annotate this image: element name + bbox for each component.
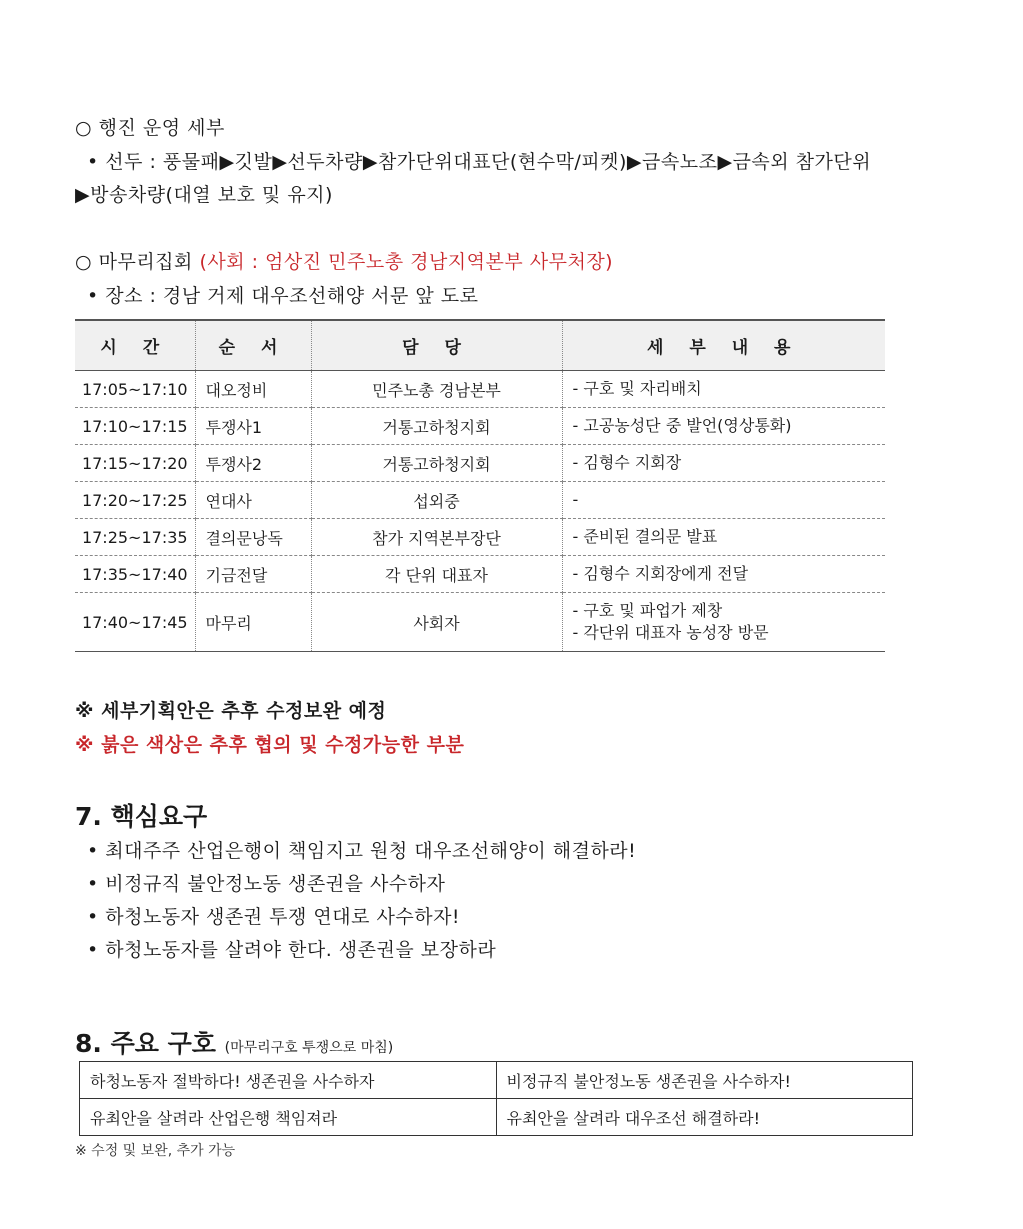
cell-charge: 거통고하청지회	[311, 408, 562, 445]
closing-heading-row	[75, 249, 613, 275]
cell-order: 투쟁사1	[195, 408, 311, 445]
cell-order: 연대사	[195, 482, 311, 519]
cell-time: 17:20~17:25	[75, 482, 195, 519]
closing-moderator: (사회 : 엄상진 민주노총 경남지역본부 사무처장)	[199, 251, 614, 273]
demand-item: • 하청노동자 생존권 투쟁 연대로 사수하자!	[87, 906, 461, 928]
cell-time: 17:05~17:10	[75, 371, 195, 408]
table-row	[75, 556, 885, 593]
table-row	[75, 593, 885, 652]
march-detail-line1: • 선두 : 풍물패▶깃발▶선두차량▶참가단위대표단(현수막/피켓)▶금속노조▶금속외 참가단위	[87, 151, 872, 173]
slogans-table	[79, 1061, 913, 1136]
table-row	[75, 445, 885, 482]
march-heading: ○ 행진 운영 세부	[75, 117, 225, 139]
cell-charge: 사회자	[311, 593, 562, 652]
slogan-cell: 비정규직 불안정노동 생존권을 사수하자!	[496, 1062, 913, 1099]
cell-time: 17:15~17:20	[75, 445, 195, 482]
section-title-slogans-row	[75, 1024, 393, 1060]
detail-line: - 고공농성단 중 발언(영상통화)	[572, 416, 792, 435]
cell-order: 결의문낭독	[195, 519, 311, 556]
slogans-footnote: ※ 수정 및 보완, 추가 가능	[75, 1143, 236, 1159]
table-row	[80, 1099, 913, 1136]
march-detail-line2: ▶방송차량(대열 보호 및 유지)	[75, 184, 333, 206]
table-row	[75, 519, 885, 556]
header-charge: 담 당	[311, 320, 562, 371]
cell-time: 17:35~17:40	[75, 556, 195, 593]
cell-order: 마무리	[195, 593, 311, 652]
detail-line: - 김형수 지회장	[572, 453, 682, 472]
detail-line: - 각단위 대표자 농성장 방문	[572, 623, 769, 642]
cell-charge: 섭외중	[311, 482, 562, 519]
cell-detail	[562, 556, 885, 593]
demand-item: • 비정규직 불안정노동 생존권을 사수하자	[87, 873, 446, 895]
cell-time: 17:10~17:15	[75, 408, 195, 445]
table-row	[75, 482, 885, 519]
slogan-cell: 하청노동자 절박하다! 생존권을 사수하자	[80, 1062, 497, 1099]
section-title-demands: 7. 핵심요구	[75, 802, 208, 831]
cell-detail	[562, 519, 885, 556]
section-title-slogans: 8. 주요 구호	[75, 1029, 216, 1058]
detail-line: - 김형수 지회장에게 전달	[572, 564, 749, 583]
cell-detail	[562, 445, 885, 482]
detail-line: - 준비된 결의문 발표	[572, 527, 718, 546]
closing-place: • 장소 : 경남 거제 대우조선해양 서문 앞 도로	[87, 285, 479, 307]
cell-charge: 민주노총 경남본부	[311, 371, 562, 408]
cell-charge: 거통고하청지회	[311, 445, 562, 482]
slogans-subtitle: (마무리구호 투쟁으로 마침)	[224, 1040, 394, 1056]
table-row	[80, 1062, 913, 1099]
demand-item: • 하청노동자를 살려야 한다. 생존권을 보장하라	[87, 939, 497, 961]
cell-order: 대오정비	[195, 371, 311, 408]
table-row	[75, 371, 885, 408]
note-red-editable: ※ 붉은 색상은 추후 협의 및 수정가능한 부분	[75, 734, 465, 756]
cell-detail	[562, 371, 885, 408]
header-time: 시 간	[75, 320, 195, 371]
cell-charge: 참가 지역본부장단	[311, 519, 562, 556]
slogan-cell: 유최안을 살려라 산업은행 책임져라	[80, 1099, 497, 1136]
detail-line: -	[572, 490, 579, 509]
schedule-table	[75, 319, 885, 652]
table-row	[75, 408, 885, 445]
schedule-header-row	[75, 320, 885, 371]
cell-detail	[562, 593, 885, 652]
header-order: 순 서	[195, 320, 311, 371]
header-detail: 세 부 내 용	[562, 320, 885, 371]
detail-line: - 구호 및 파업가 제창	[572, 601, 723, 620]
cell-order: 투쟁사2	[195, 445, 311, 482]
detail-line: - 구호 및 자리배치	[572, 379, 702, 398]
cell-charge: 각 단위 대표자	[311, 556, 562, 593]
cell-detail	[562, 408, 885, 445]
slogan-cell: 유최안을 살려라 대우조선 해결하라!	[496, 1099, 913, 1136]
cell-detail	[562, 482, 885, 519]
cell-order: 기금전달	[195, 556, 311, 593]
cell-time: 17:40~17:45	[75, 593, 195, 652]
closing-heading: ○ 마무리집회	[75, 251, 193, 273]
note-plan-revision: ※ 세부기획안은 추후 수정보완 예정	[75, 700, 387, 722]
demand-item: • 최대주주 산업은행이 책임지고 원청 대우조선해양이 해결하라!	[87, 840, 637, 862]
cell-time: 17:25~17:35	[75, 519, 195, 556]
